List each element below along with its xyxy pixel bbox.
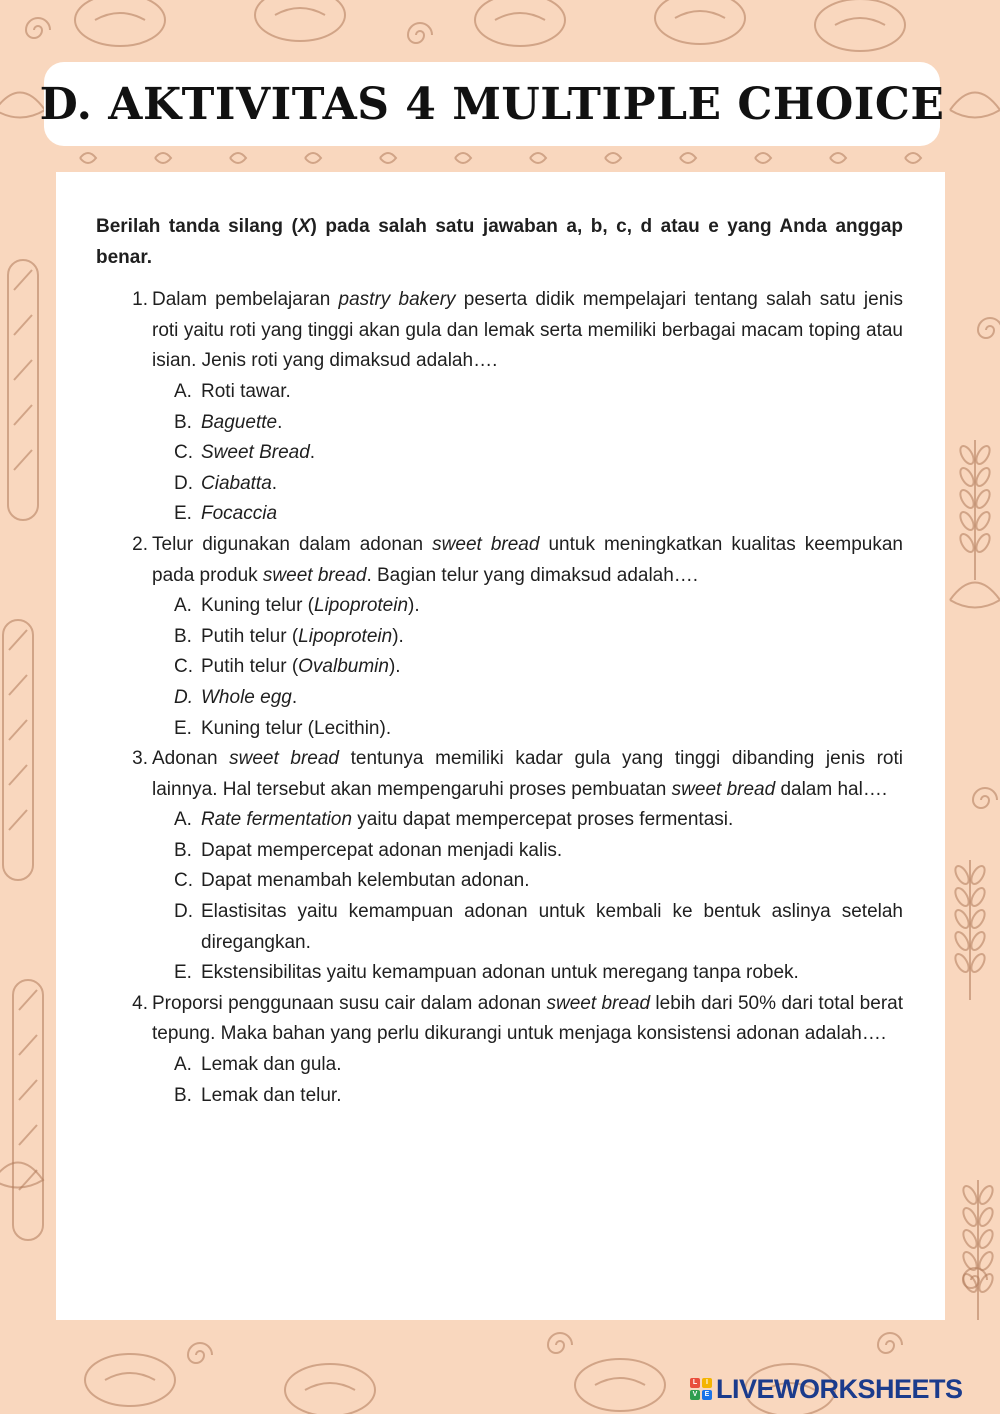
answer-option[interactable] [174,499,903,530]
answer-option[interactable] [174,652,903,683]
logo-cell-i: I [702,1378,712,1388]
leaf-doodle [80,153,96,163]
bread-bun-doodle [75,0,165,46]
question-number: 4. [132,992,148,1014]
option-letter: E. [174,962,192,984]
option-letter: A. [174,1054,192,1076]
question-item [96,989,903,1111]
wheat-grain-doodle [953,886,972,908]
baguette-score-doodle [14,360,32,380]
baguette-doodle [8,260,38,520]
option-letter: C. [174,442,193,464]
page-title: D. AKTIVITAS 4 MULTIPLE CHOICE [39,78,945,130]
liveworksheets-logo[interactable] [690,1372,963,1406]
option-text: Baguette. [201,411,283,433]
leaf-doodle [305,153,321,163]
option-text: Kuning telur (Lipoprotein). [201,595,420,617]
option-letter: B. [174,625,192,647]
wheat-grain-doodle [961,1206,980,1228]
answer-option[interactable] [174,1081,903,1112]
option-letter: B. [174,411,192,433]
bread-bun-doodle [255,0,345,41]
baguette-score-doodle [14,270,32,290]
bread-crease-doodle [275,8,325,15]
wheat-grain-doodle [974,488,993,510]
croissant-doodle [950,93,1000,118]
bread-bun-doodle [655,0,745,44]
leaf-doodle [905,153,921,163]
baguette-score-doodle [9,675,27,695]
spiral-doodle [973,788,997,808]
wheat-grain-doodle [974,510,993,532]
wheat-grain-doodle [969,952,988,974]
bread-crease-doodle [835,18,885,25]
option-list [174,591,903,744]
option-text: Lemak dan gula. [201,1054,342,1076]
option-text: Rate fermentation yaitu dapat mempercepat proses fermentasi. [201,809,734,831]
leaf-doodle [830,153,846,163]
baguette-score-doodle [19,1035,37,1055]
spiral-doodle [188,1343,212,1363]
option-text: Ekstensibilitas yaitu kemampuan adonan untuk meregang tanpa robek. [201,962,799,984]
bread-bun-doodle [85,1354,175,1406]
option-list [174,1050,903,1111]
option-text: Sweet Bread. [201,442,316,464]
question-row [96,285,903,377]
option-text: Focaccia [201,503,278,525]
wheat-grain-doodle [958,444,977,466]
baguette-score-doodle [19,990,37,1010]
worksheet-card [56,172,945,1320]
option-letter: A. [174,380,192,402]
option-letter: B. [174,1084,192,1106]
logo-icon [690,1378,712,1400]
question-row [96,989,903,1050]
option-text: Putih telur (Ovalbumin). [201,656,401,678]
bread-crease-doodle [95,13,145,20]
option-list [174,377,903,530]
worksheet-content [96,212,903,1111]
option-text: Elastisitas yaitu kemampuan adonan untuk kembali ke bentuk aslinya setelah diregangkan. [201,901,903,953]
bread-bun-doodle [475,0,565,46]
wheat-grain-doodle [953,908,972,930]
option-letter: A. [174,595,192,617]
baguette-score-doodle [9,765,27,785]
leaf-doodle [530,153,546,163]
option-letter: E. [174,717,192,739]
option-text: Kuning telur (Lecithin). [201,717,392,739]
question-item [96,285,903,530]
option-text: Roti tawar. [201,380,291,402]
baguette-score-doodle [19,1125,37,1145]
answer-option[interactable] [174,1050,903,1081]
baguette-score-doodle [9,720,27,740]
bread-bun-doodle [815,0,905,51]
question-item [96,530,903,744]
option-letter: A. [174,809,192,831]
wheat-grain-doodle [977,1206,996,1228]
option-list [174,805,903,989]
option-letter: C. [174,870,193,892]
spiral-doodle [878,1333,902,1353]
answer-option[interactable] [174,958,903,989]
baguette-score-doodle [9,810,27,830]
wheat-grain-doodle [958,488,977,510]
wheat-grain-doodle [958,532,977,554]
spiral-doodle [978,318,1000,338]
leaf-doodle [380,153,396,163]
leaf-doodle [755,153,771,163]
answer-option[interactable] [174,591,903,622]
answer-option[interactable] [174,836,903,867]
leaf-doodle [155,153,171,163]
option-text: Whole egg. [201,686,298,708]
baguette-doodle [3,620,33,880]
wheat-grain-doodle [969,908,988,930]
bread-crease-doodle [595,1378,645,1385]
logo-cell-v: V [690,1390,700,1400]
logo-cell-e: E [702,1390,712,1400]
answer-option[interactable] [174,805,903,836]
bread-crease-doodle [305,1383,355,1390]
instruction-text: Berilah tanda silang (X) pada salah satu jawaban a, b, c, d atau e yang Anda anggap benar. [96,216,904,268]
baguette-doodle [13,980,43,1240]
wheat-grain-doodle [974,444,993,466]
wheat-grain-doodle [969,886,988,908]
question-text: Proporsi penggunaan susu cair dalam adonan sweet bread lebih dari 50% dari total berat tepung. Maka bahan yang perlu dikurangi untuk menjaga konsistensi adonan adalah…. [152,992,903,1045]
answer-option[interactable] [174,683,903,714]
option-text: Ciabatta. [201,472,278,494]
croissant-doodle [950,583,1000,608]
logo-cell-l: L [690,1378,700,1388]
croissant-doodle [0,1163,43,1188]
spiral-doodle [408,23,432,43]
option-letter: D. [174,901,193,923]
question-row [96,530,903,591]
wheat-grain-doodle [969,930,988,952]
bread-bun-doodle [285,1364,375,1414]
bread-crease-doodle [495,13,545,20]
option-letter: C. [174,656,193,678]
option-letter: D. [174,686,193,708]
question-list [96,285,903,1111]
answer-option[interactable] [174,408,903,439]
question-row [96,744,903,805]
wheat-grain-doodle [974,532,993,554]
baguette-score-doodle [9,630,27,650]
leaf-doodle [680,153,696,163]
answer-option[interactable] [174,622,903,653]
answer-option[interactable] [174,897,903,958]
wheat-grain-doodle [953,864,972,886]
answer-option[interactable] [174,438,903,469]
question-item [96,744,903,989]
question-text: Dalam pembelajaran pastry bakery peserta didik mempelajari tentang salah satu jenis roti yaitu roti yang tinggi akan gula dan lemak serta memiliki berbagai macam toping atau isian. Jenis roti yang dimaksud adalah…. [152,289,904,372]
answer-option[interactable] [174,866,903,897]
question-text: Adonan sweet bread tentunya memiliki kadar gula yang tinggi dibanding jenis roti lainnya. Hal tersebut akan mempengaruhi proses pembuatan sweet bread dalam hal…. [152,748,903,800]
option-letter: B. [174,839,192,861]
wheat-grain-doodle [953,952,972,974]
baguette-score-doodle [19,1080,37,1100]
answer-option[interactable] [174,469,903,500]
spiral-doodle [26,18,50,38]
option-text: Dapat mempercepat adonan menjadi kalis. [201,839,563,861]
option-text: Lemak dan telur. [201,1084,342,1106]
wheat-grain-doodle [958,466,977,488]
bread-crease-doodle [105,1373,155,1380]
baguette-score-doodle [14,315,32,335]
question-number: 3. [132,748,148,770]
spiral-doodle [548,1333,572,1353]
bread-crease-doodle [675,11,725,18]
leaf-doodle [455,153,471,163]
leaf-doodle [605,153,621,163]
baguette-score-doodle [14,405,32,425]
leaf-doodle [230,153,246,163]
bread-bun-doodle [575,1359,665,1411]
option-letter: D. [174,472,193,494]
wheat-grain-doodle [958,510,977,532]
option-letter: E. [174,503,192,525]
wheat-grain-doodle [953,930,972,952]
wheat-grain-doodle [974,466,993,488]
question-text: Telur digunakan dalam adonan sweet bread untuk meningkatkan kualitas keempukan pada produk sweet bread. Bagian telur yang dimaksud adalah…. [152,533,903,586]
question-number: 2. [132,533,148,555]
wheat-grain-doodle [969,864,988,886]
brand-name: LIVEWORKSHEETS [716,1373,963,1404]
question-number: 1. [132,289,148,311]
option-text: Putih telur (Lipoprotein). [201,625,404,647]
title-banner [39,62,945,146]
wheat-grain-doodle [977,1184,996,1206]
wheat-grain-doodle [961,1228,980,1250]
answer-option[interactable] [174,714,903,745]
answer-option[interactable] [174,377,903,408]
wheat-grain-doodle [961,1184,980,1206]
option-text: Dapat menambah kelembutan adonan. [201,870,530,892]
croissant-doodle [0,93,45,118]
baguette-score-doodle [14,450,32,470]
wheat-grain-doodle [977,1228,996,1250]
